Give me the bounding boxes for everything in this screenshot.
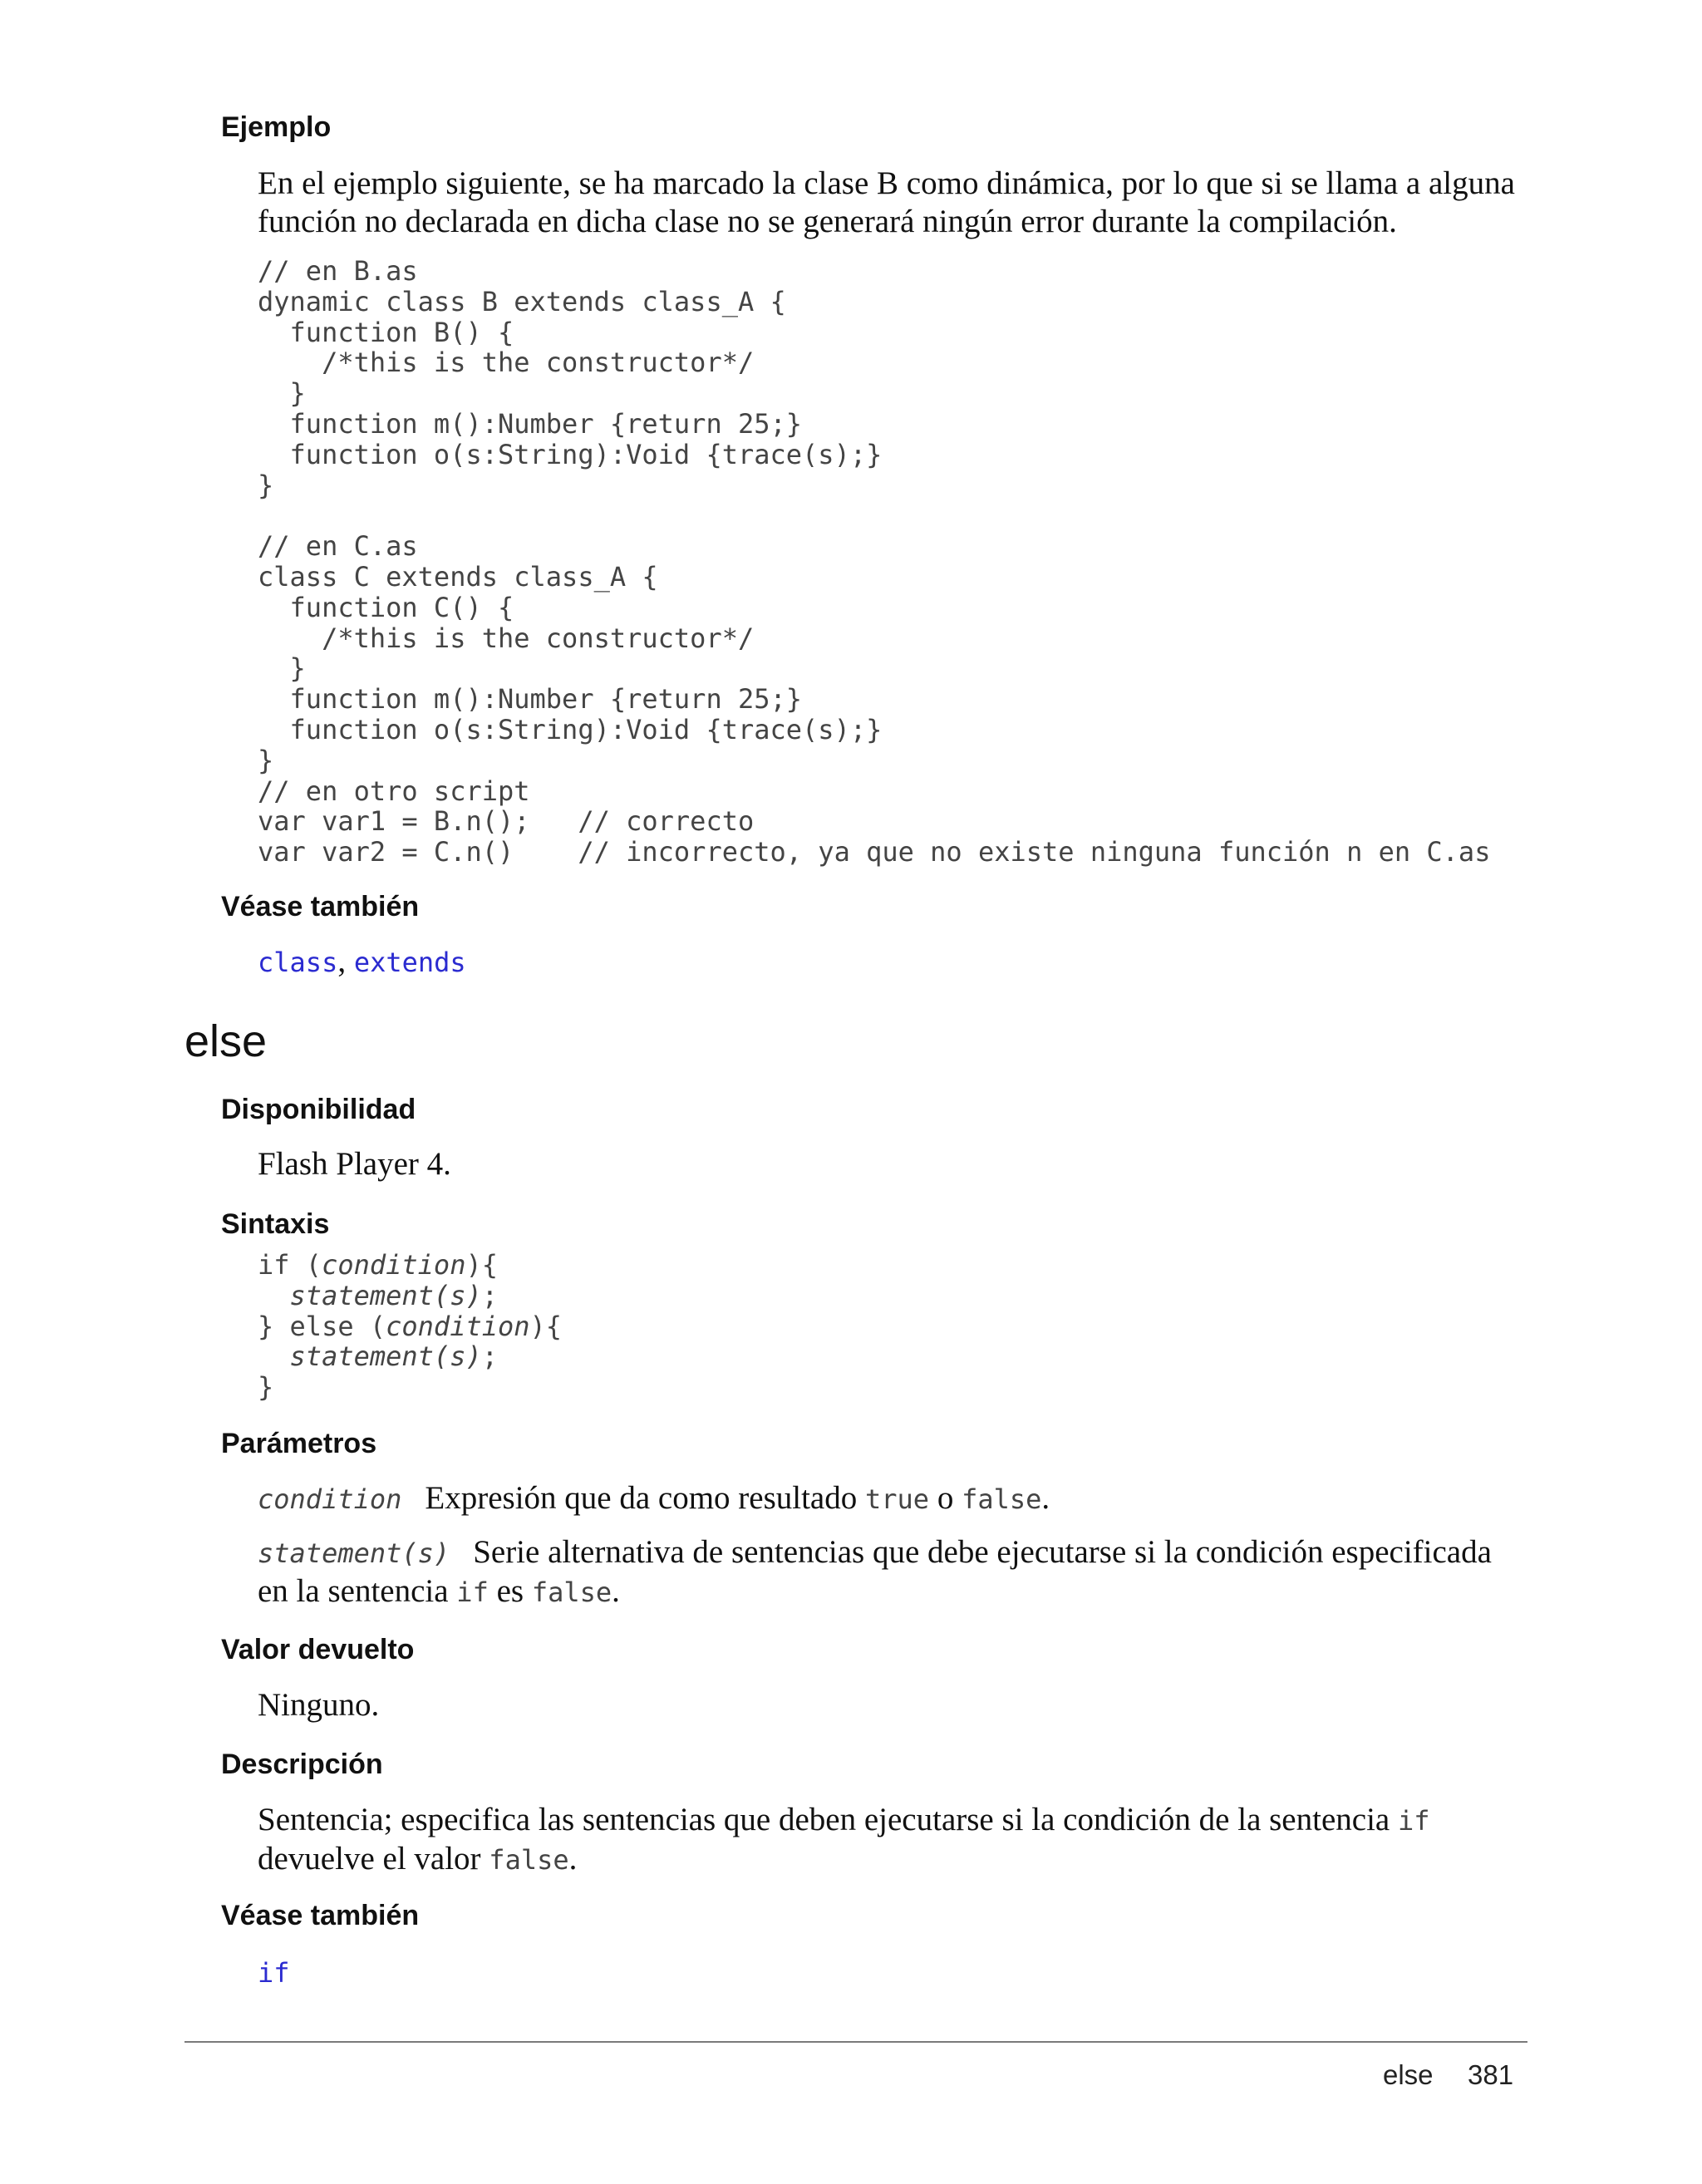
entry-title: else xyxy=(184,1016,268,1066)
param-condition xyxy=(258,1479,1529,1518)
inline-code: if xyxy=(1397,1805,1430,1837)
param-text: . xyxy=(612,1573,620,1609)
inline-code: false xyxy=(489,1844,569,1876)
link-class[interactable]: class xyxy=(258,947,338,978)
ejemplo-heading: Ejemplo xyxy=(221,111,332,143)
inline-code: false xyxy=(531,1577,612,1608)
desc-text: . xyxy=(568,1841,578,1877)
desc-text: devuelve el valor xyxy=(258,1841,489,1877)
syntax-token: statement(s) xyxy=(289,1279,482,1311)
syntax-token: } else ( xyxy=(258,1310,386,1342)
syntax-heading: Sintaxis xyxy=(221,1208,330,1240)
syntax-code-block xyxy=(258,1250,562,1403)
availability-heading: Disponibilidad xyxy=(221,1094,416,1125)
see-also-links-2 xyxy=(258,1953,1529,1992)
syntax-token: ){ xyxy=(529,1310,563,1342)
syntax-token: statement(s) xyxy=(289,1340,482,1373)
desc-text: Sentencia; especifica las sentencias que deben ejecutarse si la condición de la sentencia xyxy=(258,1802,1398,1837)
return-heading: Valor devuelto xyxy=(221,1634,415,1665)
syntax-token: ; xyxy=(481,1279,498,1311)
syntax-token: ; xyxy=(481,1340,498,1373)
param-text: o xyxy=(929,1480,962,1516)
params-heading: Parámetros xyxy=(221,1428,377,1459)
inline-code: false xyxy=(962,1483,1042,1515)
syntax-token: if ( xyxy=(258,1249,322,1281)
param-text: Expresión que da como resultado xyxy=(425,1480,865,1516)
param-statements-name: statement(s) xyxy=(258,1537,450,1569)
footer-rule xyxy=(184,2041,1527,2043)
param-text: Serie alternativa de sentencias que debe ejecutarse si la condición especificada en la sentencia xyxy=(258,1534,1492,1609)
syntax-token: } xyxy=(258,1371,274,1404)
footer-page-number: 381 xyxy=(1468,2059,1514,2090)
see-also-heading-2: Véase también xyxy=(221,1900,420,1931)
link-separator: , xyxy=(337,943,354,979)
see-also-heading: Véase también xyxy=(221,891,420,922)
link-extends[interactable]: extends xyxy=(353,947,466,978)
syntax-token: condition xyxy=(386,1310,530,1342)
ejemplo-intro: En el ejemplo siguiente, se ha marcado la clase B como dinámica, por lo que si se llama a alguna función no declarada en dicha clase no se generará ningún error durante la compilación. xyxy=(258,165,1515,239)
syntax-token: condition xyxy=(322,1249,466,1281)
inline-code: if xyxy=(456,1577,489,1608)
syntax-token: ){ xyxy=(465,1249,498,1281)
param-condition-name: condition xyxy=(258,1483,402,1515)
see-also-links xyxy=(258,942,1529,981)
ejemplo-code-block: // en B.as dynamic class B extends class_A { function B() { /*this is the constructor*/ } function m():Number {return 25;} function o(s:String):Void {trace(s);} } // en C.as class C extends class_A { function C() { /*this is the constructor*/ } function m():Number {return 25;} function o(s:String):Void {trace(s);} } // en otro script var var1 = B.n(); // correcto var var2 = C.n() // incorrecto, ya que no existe ninguna función n en C.as xyxy=(258,255,1491,868)
footer-section: else xyxy=(1383,2059,1434,2090)
param-statements xyxy=(258,1533,1529,1611)
availability-text: Flash Player 4. xyxy=(258,1146,451,1182)
param-text: . xyxy=(1041,1480,1050,1516)
param-text: es xyxy=(488,1573,532,1609)
description-text xyxy=(258,1801,1529,1879)
link-if[interactable]: if xyxy=(258,1957,290,1989)
inline-code: true xyxy=(865,1483,930,1515)
description-heading: Descripción xyxy=(221,1749,383,1780)
return-text: Ninguno. xyxy=(258,1687,380,1723)
